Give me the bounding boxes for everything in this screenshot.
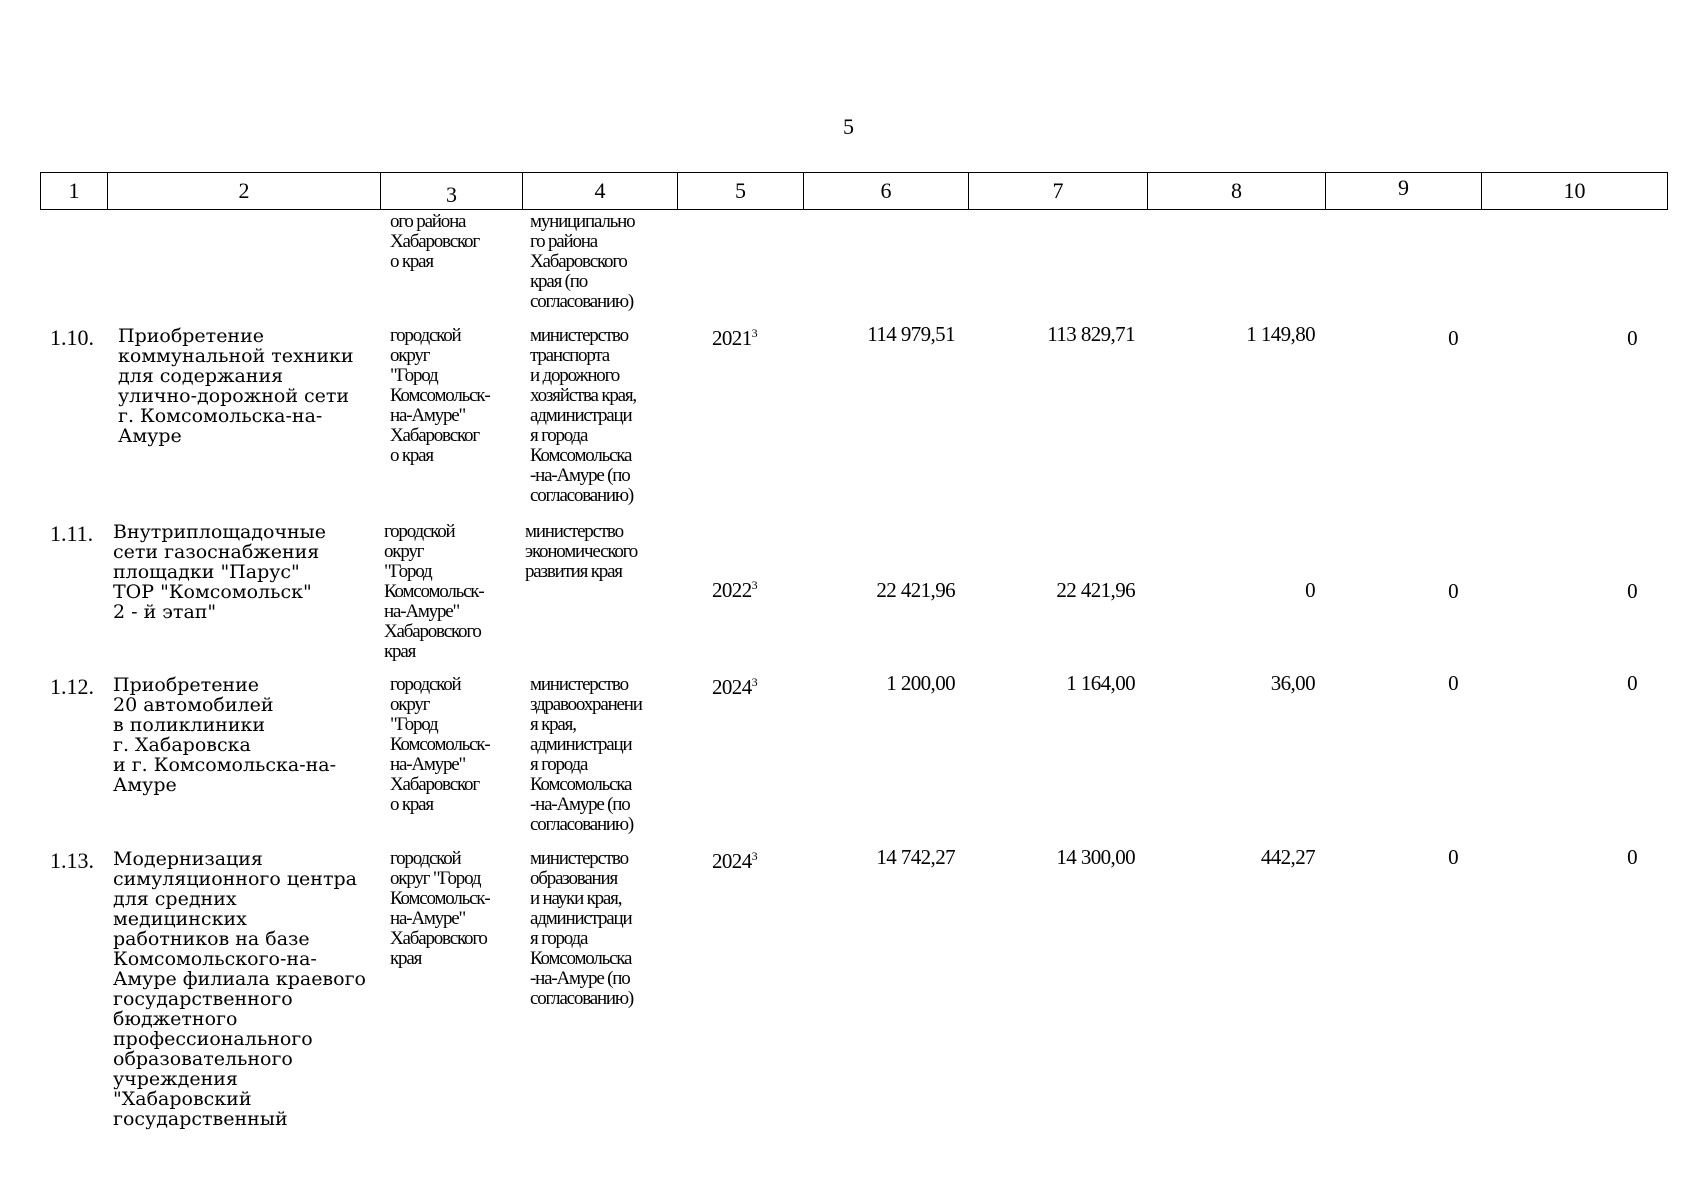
header-col-9: 9 [1326,173,1482,209]
page-number: 5 [843,114,854,139]
row-executor: министерство экономического развития края [525,521,638,582]
row-year: 2021$^3$ [712,326,758,350]
row-year: 2022$^3$ [712,578,758,602]
row-year: 2024$^3$ [712,675,758,699]
row-territory: городской округ "Город Комсомольск- на-Амуре" Хабаровског о края [390,325,490,466]
header-col-8: 8 [1148,173,1326,209]
row-col9: 0 [1448,326,1458,350]
header-col-7: 7 [969,173,1148,209]
table-header [40,172,1668,210]
row-col9: 0 [1448,671,1458,695]
row-total: 22 421,96 [876,578,955,602]
row-regional: 1 164,00 [1066,671,1135,695]
row-number: 1.10. [50,325,94,350]
row-regional: 22 421,96 [1056,578,1135,602]
row-executor: министерство здравоохранени я края, администраци я города Комсомольска -на-Амуре (по согласованию) [530,674,642,835]
row-territory: городской округ "Город Комсомольск- на-Амуре" Хабаровского края [390,848,490,969]
continuation-territory: ого района Хабаровског о края [390,211,479,272]
row-total: 114 979,51 [867,322,955,346]
row-name: Внутриплощадочные сети газоснабжения площадки "Парус" ТОР "Комсомольск" 2 - й этап" [113,521,327,623]
header-col-1: 1 [41,173,108,209]
header-col-5: 5 [678,173,804,209]
row-total: 14 742,27 [876,845,955,869]
row-executor: министерство образования и науки края, администраци я города Комсомольска -на-Амуре (по согласованию) [530,848,634,1009]
row-name: Модернизация симуляционного центра для средних медицинских работников на базе Комсомольского-на- Амуре филиала краевого государственного бюджетного профессионального образовательного учреждения "Хабаровский государственный [113,848,366,1130]
row-col9: 0 [1448,845,1458,869]
row-col9: 0 [1448,579,1458,603]
row-municipal: 1 149,80 [1246,322,1315,346]
header-col-2: 2 [108,173,381,209]
row-number: 1.12. [50,674,94,699]
row-total: 1 200,00 [886,671,955,695]
row-territory: городской округ "Город Комсомольск- на-Амуре" Хабаровског о края [390,674,490,815]
row-executor: министерство транспорта и дорожного хозяйства края, администраци я города Комсомольска -на-Амуре (по согласованию) [530,325,636,506]
continuation-executor: муниципально го района Хабаровского края (по согласованию) [530,211,635,312]
row-year: 2024$^3$ [712,849,758,873]
row-municipal: 36,00 [1270,671,1315,695]
row-number: 1.13. [50,848,94,873]
row-name: Приобретение коммунальной техники для содержания улично-дорожной сети г. Комсомольска-на- Амуре [118,325,354,447]
row-col10: 0 [1627,671,1637,695]
header-col-3: 3 [381,173,523,209]
row-territory: городской округ "Город Комсомольск- на-Амуре" Хабаровского края [384,521,484,662]
row-number: 1.11. [50,521,94,546]
header-col-10: 10 [1563,178,1586,203]
row-col10: 0 [1627,326,1637,350]
row-col10: 0 [1627,579,1637,603]
row-regional: 113 829,71 [1047,322,1135,346]
header-col-6: 6 [804,173,969,209]
row-col10: 0 [1627,845,1637,869]
row-name: Приобретение 20 автомобилей в поликлиники г. Хабаровска и г. Комсомольска-на- Амуре [113,674,337,796]
row-municipal: 0 [1305,578,1315,602]
header-col-4: 4 [523,173,678,209]
row-regional: 14 300,00 [1056,845,1135,869]
row-municipal: 442,27 [1260,845,1315,869]
